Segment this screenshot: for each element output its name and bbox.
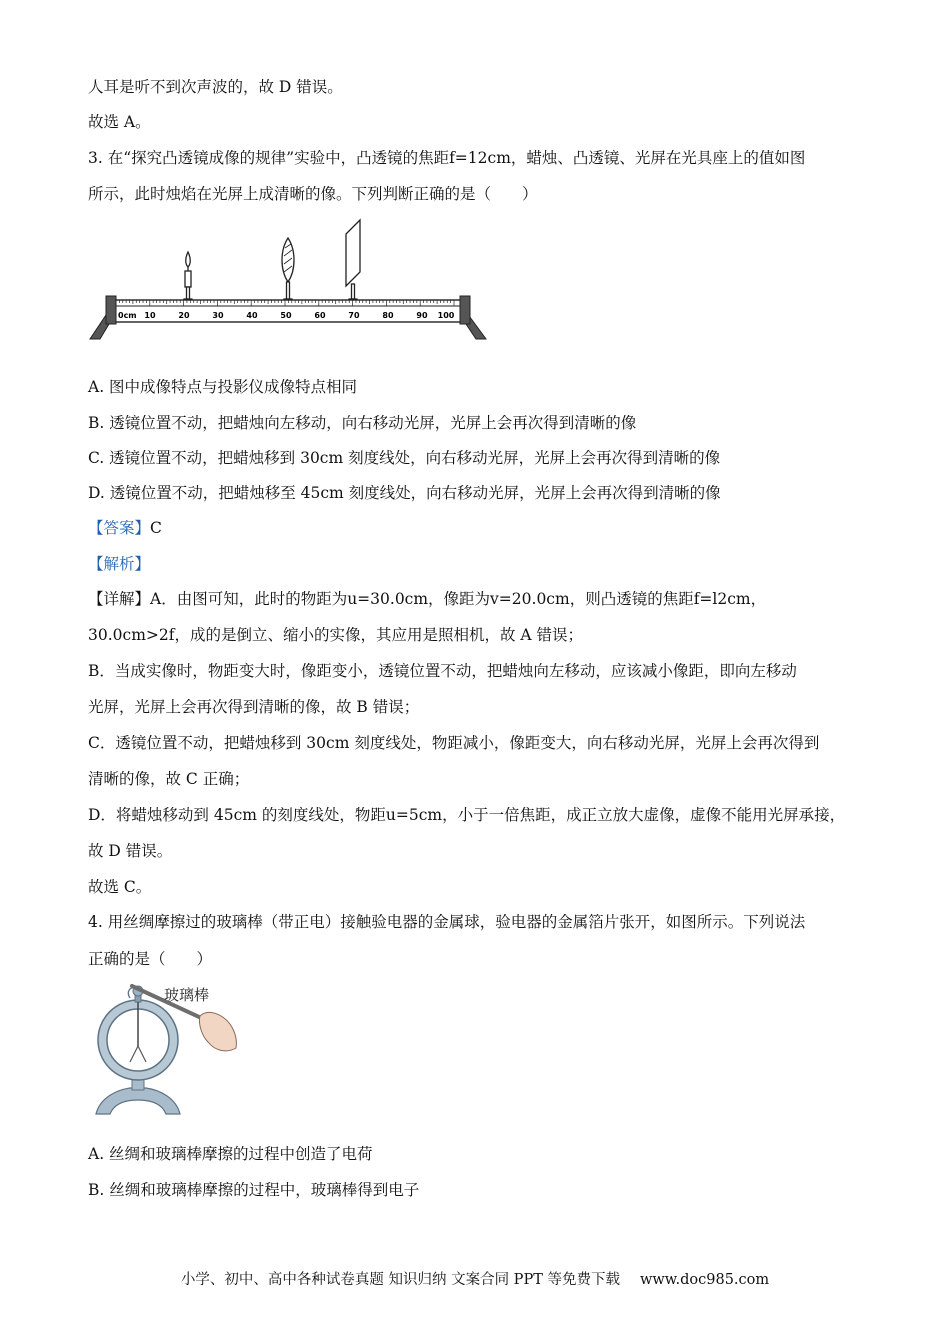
option-b: B. 丝绸和玻璃棒摩擦的过程中，玻璃棒得到电子 bbox=[88, 1181, 420, 1199]
answer-line bbox=[88, 517, 162, 539]
page-footer bbox=[0, 1268, 950, 1289]
scale-label: 30 bbox=[212, 311, 224, 320]
detail-line: 清晰的像，故 C 正确； bbox=[88, 770, 250, 788]
detail-line: 故 D 错误。 bbox=[88, 842, 173, 860]
glass-rod-label: 玻璃棒 bbox=[164, 986, 210, 1004]
scale-label: 10 bbox=[144, 311, 156, 320]
optical-bench-figure bbox=[88, 214, 488, 349]
detail-line: 【详解】A．由图可知，此时的物距为u=30.0cm，像距为v=20.0cm，则凸透镜的焦距f=l2cm， bbox=[88, 590, 767, 608]
detail-line: C．透镜位置不动，把蜡烛移到 30cm 刻度线处，物距减小，像距变大，向右移动光屏，光屏上会再次得到 bbox=[88, 734, 820, 752]
footer-text: 小学、初中、高中各种试卷真题 知识归纳 文案合同 PPT 等免费下载 bbox=[180, 1272, 620, 1288]
question-3-stem-cont: 所示，此时烛焰在光屏上成清晰的像。下列判断正确的是（ ） bbox=[88, 185, 538, 203]
electroscope-figure bbox=[86, 978, 251, 1118]
scale-label: 80 bbox=[382, 311, 394, 320]
detail-line: D．将蜡烛移动到 45cm 的刻度线处，物距u=5cm，小于一倍焦距，成正立放大虚像，虚像不能用光屏承接， bbox=[88, 806, 846, 824]
scale-unit-label: 0cm bbox=[118, 311, 137, 320]
detail-line: 故选 C。 bbox=[88, 878, 152, 896]
option-a: A. 图中成像特点与投影仪成像特点相同 bbox=[88, 378, 358, 396]
scale-label: 90 bbox=[416, 311, 428, 320]
footer-url[interactable]: www.doc985.com bbox=[639, 1272, 770, 1288]
option-c: C. 透镜位置不动，把蜡烛移到 30cm 刻度线处，向右移动光屏，光屏上会再次得到清晰的像 bbox=[88, 449, 721, 467]
question-4-stem-cont: 正确的是（ ） bbox=[88, 950, 213, 968]
scale-label: 40 bbox=[246, 311, 258, 320]
scale-label: 100 bbox=[437, 311, 455, 320]
scale-label: 70 bbox=[348, 311, 360, 320]
analysis-tag: 【解析】 bbox=[88, 555, 151, 573]
option-a: A. 丝绸和玻璃棒摩擦的过程中创造了电荷 bbox=[88, 1145, 373, 1163]
option-b: B. 透镜位置不动，把蜡烛向左移动，向右移动光屏，光屏上会再次得到清晰的像 bbox=[88, 414, 637, 432]
answer-value: C bbox=[150, 519, 162, 537]
hand bbox=[199, 1012, 236, 1051]
option-d: D. 透镜位置不动，把蜡烛移至 45cm 刻度线处，向右移动光屏，光屏上会再次得到清晰的像 bbox=[88, 484, 721, 502]
rail-end-right bbox=[460, 296, 470, 324]
question-3-stem: 3. 在“探究凸透镜成像的规律”实验中，凸透镜的焦距f=12cm，蜡烛、凸透镜、光屏在光具座上的值如图 bbox=[88, 149, 806, 167]
text-line: 人耳是听不到次声波的，故 D 错误。 bbox=[88, 78, 343, 96]
text-line: 故选 A。 bbox=[88, 113, 151, 131]
electroscope bbox=[96, 986, 180, 1114]
answer-tag: 【答案】 bbox=[88, 519, 151, 537]
detail-line: B．当成实像时，物距变大时，像距变小，透镜位置不动，把蜡烛向左移动，应该减小像距，即向左移动 bbox=[88, 662, 797, 680]
scale-label: 50 bbox=[280, 311, 292, 320]
rail-end-left bbox=[106, 296, 116, 324]
scale-label: 20 bbox=[178, 311, 190, 320]
detail-line: 光屏，光屏上会再次得到清晰的像，故 B 错误； bbox=[88, 698, 420, 716]
detail-line: 30.0cm>2f，成的是倒立、缩小的实像，其应用是照相机，故 A 错误； bbox=[88, 626, 584, 644]
question-4-stem: 4. 用丝绸摩擦过的玻璃棒（带正电）接触验电器的金属球，验电器的金属箔片张开，如图所示。下列说法 bbox=[88, 913, 806, 931]
scale-label: 60 bbox=[314, 311, 326, 320]
